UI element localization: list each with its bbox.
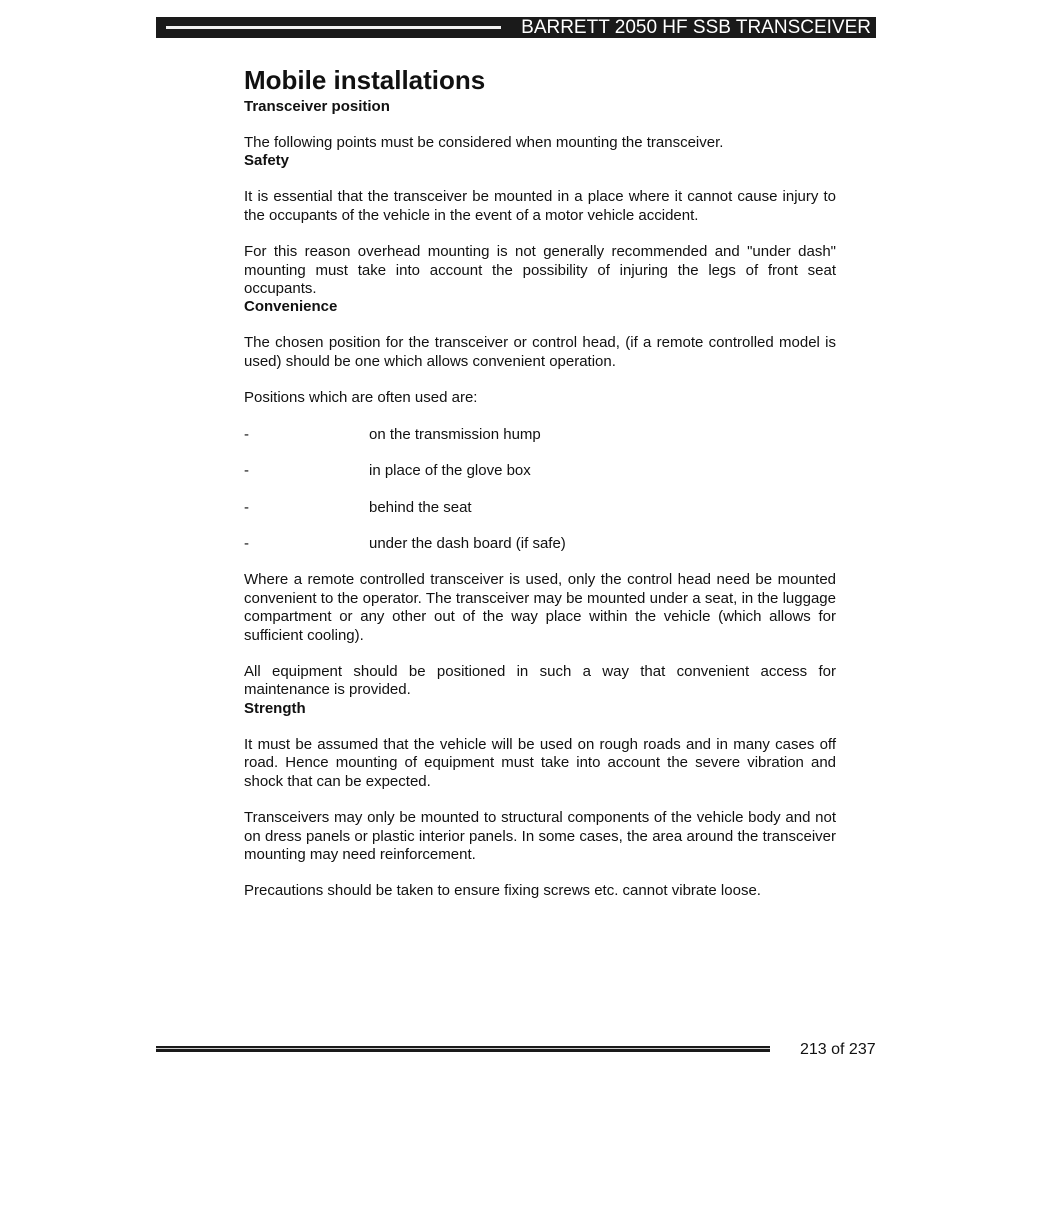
convenience-paragraph-3: Where a remote controlled transceiver is used, only the control head need be mounted convenient to the operator. The transceiver may be mounted under a seat, in the luggage compartment or any other out of the way place within the vehicle (which allows for sufficient cooling). [244, 571, 836, 644]
header-rule [166, 26, 501, 29]
list-item-text: on the transmission hump [369, 425, 541, 443]
list-dash: - [244, 535, 249, 553]
convenience-paragraph-4: All equipment should be positioned in such a way that convenient access for maintenance is provided. [244, 663, 836, 699]
list-item [244, 426, 836, 444]
subtitle-transceiver-position: Transceiver position [244, 98, 390, 115]
page-title: Mobile installations [244, 65, 486, 95]
page-number: 213 of 237 [800, 1041, 876, 1058]
list-item-text: behind the seat [369, 498, 472, 516]
convenience-paragraph-2: Positions which are often used are: [244, 389, 478, 407]
strength-paragraph-2: Transceivers may only be mounted to structural components of the vehicle body and not on dress panels or plastic interior panels. In some cases, the area around the transceiver mounting may need reinforcement. [244, 809, 836, 863]
heading-safety: Safety [244, 152, 290, 170]
strength-paragraph-3: Precautions should be taken to ensure fixing screws etc. cannot vibrate loose. [244, 882, 761, 900]
footer-rule [156, 1046, 770, 1052]
header-title: BARRETT 2050 HF SSB TRANSCEIVER [521, 17, 871, 38]
list-dash: - [244, 425, 249, 443]
footer-rule-inner [156, 1048, 770, 1049]
list-item [244, 462, 836, 480]
header-bar [156, 17, 876, 38]
convenience-paragraph-1: The chosen position for the transceiver or control head, (if a remote controlled model is used) should be one which allows convenient operation. [244, 334, 836, 370]
page-content [244, 62, 836, 901]
positions-list [244, 426, 836, 554]
intro-paragraph: The following points must be considered when mounting the transceiver. [244, 134, 724, 151]
list-item [244, 499, 836, 517]
safety-paragraph-1: It is essential that the transceiver be mounted in a place where it cannot cause injury to the occupants of the vehicle in the event of a motor vehicle accident. [244, 188, 836, 224]
list-item-text: under the dash board (if safe) [369, 535, 566, 553]
list-item [244, 535, 836, 553]
heading-strength: Strength [244, 699, 306, 717]
list-item-text: in place of the glove box [369, 462, 531, 480]
heading-convenience: Convenience [244, 298, 338, 316]
list-dash: - [244, 462, 249, 480]
safety-paragraph-2: For this reason overhead mounting is not generally recommended and "under dash" mounting must take into account the possibility of injuring the legs of front seat occupants. [244, 243, 836, 298]
strength-paragraph-1: It must be assumed that the vehicle will be used on rough roads and in many cases off road. Hence mounting of equipment must take into account the severe vibration and shock that can be expected. [244, 735, 836, 790]
list-dash: - [244, 498, 249, 516]
